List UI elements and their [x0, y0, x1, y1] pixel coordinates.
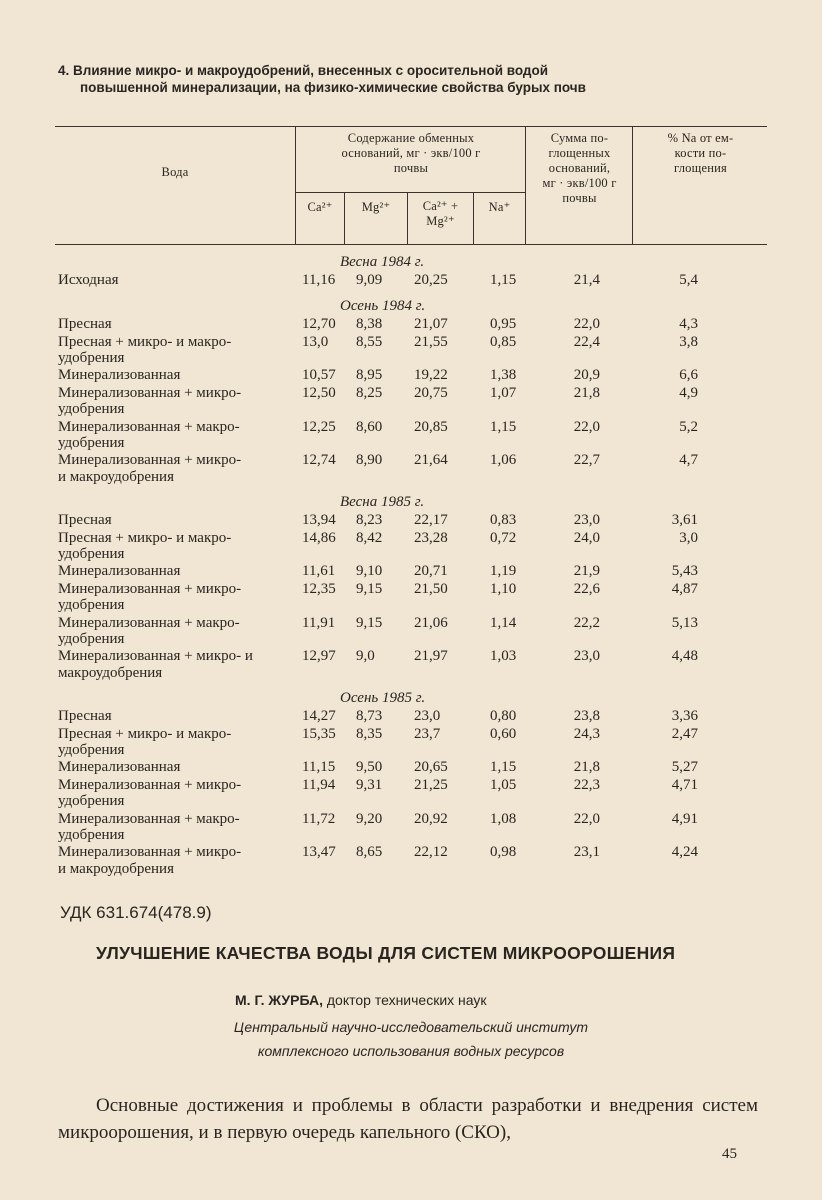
mg-cell: 8,60 — [356, 418, 383, 435]
camg-cell: 22,12 — [414, 844, 448, 861]
camg-cell: 20,75 — [414, 384, 448, 401]
camg-cell: 20,85 — [414, 418, 448, 435]
page-number: 45 — [722, 1146, 737, 1162]
na-cell: 1,07 — [490, 384, 517, 401]
sum-cell: 21,9 — [573, 563, 600, 580]
table-row — [0, 418, 822, 451]
water-type-cell: и макроудобрения — [58, 860, 174, 877]
sum-cell: 23,0 — [573, 648, 600, 665]
water-type-cell: Минерализованная + микро- и — [58, 648, 253, 665]
header-exchange-bases: Содержание обменных оснований, мг · экв/100 г почвы — [341, 131, 481, 175]
water-type-cell: удобрения — [58, 793, 125, 810]
camg-cell: 21,55 — [414, 333, 448, 350]
table-row — [0, 563, 822, 579]
pct-cell: 5,43 — [671, 563, 698, 580]
water-type-cell: Минерализованная — [58, 367, 181, 384]
pct-cell: 4,87 — [671, 580, 698, 597]
water-type-cell: Минерализованная + микро- — [58, 776, 242, 793]
sum-cell: 23,8 — [573, 708, 600, 724]
ca-cell: 11,91 — [302, 614, 336, 631]
na-cell: 1,06 — [490, 452, 517, 469]
table-row — [0, 614, 822, 647]
sum-cell: 22,6 — [573, 580, 600, 597]
na-cell: 0,98 — [490, 844, 517, 861]
pct-cell: 5,27 — [671, 759, 698, 776]
header-water: Вода — [161, 165, 189, 179]
ca-cell: 13,47 — [302, 844, 336, 861]
sum-cell: 22,0 — [573, 418, 600, 435]
ca-cell: 13,94 — [302, 512, 336, 528]
ca-cell: 12,50 — [302, 384, 336, 401]
table-row — [0, 529, 822, 562]
mg-cell: 9,15 — [356, 580, 383, 597]
water-type-cell: Пресная + микро- и макро- — [58, 725, 232, 742]
author-name: М. Г. ЖУРБА, — [235, 992, 323, 1008]
table-row — [0, 844, 822, 877]
author-line — [235, 992, 487, 1008]
exchange-subheader-rule — [295, 192, 525, 193]
sum-cell: 20,9 — [573, 367, 600, 384]
table-row — [0, 725, 822, 758]
camg-cell: 23,7 — [414, 725, 441, 742]
table-caption — [58, 62, 758, 96]
institute-line-1: Центральный научно-исследовательский институт — [233, 1019, 589, 1035]
col-divider-na — [525, 126, 526, 244]
col-divider-water — [295, 126, 296, 244]
water-type-cell: Минерализованная + микро- — [58, 452, 242, 469]
mg-cell: 9,15 — [356, 614, 383, 631]
na-cell: 0,60 — [490, 725, 517, 742]
table-header-bottom-rule — [55, 244, 767, 245]
ca-cell: 12,70 — [302, 316, 336, 332]
mg-cell: 8,42 — [356, 529, 383, 546]
na-cell: 1,05 — [490, 776, 517, 793]
camg-cell: 20,25 — [414, 272, 448, 288]
camg-cell: 21,97 — [414, 648, 448, 665]
water-type-cell: макроудобрения — [58, 664, 163, 681]
water-type-cell: удобрения — [58, 826, 125, 843]
pct-cell: 3,8 — [679, 333, 698, 350]
water-type-cell: Пресная — [58, 512, 112, 528]
camg-cell: 21,25 — [414, 776, 448, 793]
sum-cell: 24,0 — [573, 529, 600, 546]
water-type-cell: удобрения — [58, 545, 125, 562]
mg-cell: 9,10 — [356, 563, 383, 580]
water-type-cell: Минерализованная + микро- — [58, 844, 242, 861]
ca-cell: 10,57 — [302, 367, 336, 384]
table-top-rule — [55, 126, 767, 127]
mg-cell: 8,73 — [356, 708, 383, 724]
header-na-percent: % Na от ем- кости по- глощения — [667, 131, 734, 175]
mg-cell: 9,31 — [356, 776, 383, 793]
water-type-cell: удобрения — [58, 434, 125, 451]
sum-cell: 23,1 — [573, 844, 600, 861]
na-cell: 1,15 — [490, 418, 517, 435]
na-cell: 0,80 — [490, 708, 517, 724]
ca-cell: 11,72 — [302, 810, 336, 827]
na-cell: 0,85 — [490, 333, 517, 350]
mg-cell: 9,09 — [356, 272, 383, 288]
mg-cell: 8,55 — [356, 333, 383, 350]
pct-cell: 4,48 — [671, 648, 698, 665]
ca-cell: 12,97 — [302, 648, 336, 665]
header-mg: Mg²⁺ — [361, 200, 391, 214]
table-row — [0, 580, 822, 614]
na-cell: 1,03 — [490, 648, 517, 665]
water-type-cell: Пресная — [58, 316, 112, 332]
article-paragraph: Основные достижения и проблемы в области разработки и внедрения систем микроорошения, и в первую очередь капельного (СКО), — [58, 1095, 758, 1143]
camg-cell: 19,22 — [414, 367, 448, 384]
na-cell: 1,10 — [490, 580, 517, 597]
camg-cell: 23,0 — [414, 708, 441, 724]
ca-cell: 11,94 — [302, 776, 336, 793]
water-type-cell: и макроудобрения — [58, 468, 174, 485]
table-row — [0, 316, 822, 332]
ca-cell: 11,61 — [302, 563, 336, 580]
pct-cell: 4,71 — [671, 776, 698, 793]
water-type-cell: Минерализованная + микро- — [58, 580, 242, 597]
na-cell: 0,72 — [490, 529, 517, 546]
sum-cell: 22,0 — [573, 316, 600, 332]
water-type-cell: Пресная + микро- и макро- — [58, 529, 232, 546]
camg-cell: 20,71 — [414, 563, 448, 580]
col-divider-sum — [632, 126, 633, 244]
ca-cell: 13,0 — [302, 333, 329, 350]
pct-cell: 6,6 — [679, 367, 698, 384]
na-cell: 1,08 — [490, 810, 517, 827]
na-cell: 1,14 — [490, 614, 517, 631]
table-row — [0, 384, 822, 418]
pct-cell: 4,91 — [671, 810, 698, 827]
water-type-cell: Минерализованная + макро- — [58, 614, 240, 631]
sum-cell: 21,4 — [573, 272, 600, 288]
sum-cell: 21,8 — [573, 759, 600, 776]
table-row — [0, 512, 822, 528]
camg-cell: 21,06 — [414, 614, 448, 631]
sum-cell: 23,0 — [573, 512, 600, 528]
water-type-cell: Минерализованная — [58, 563, 181, 580]
pct-cell: 3,61 — [671, 512, 698, 528]
na-cell: 0,83 — [490, 512, 517, 528]
camg-cell: 22,17 — [414, 512, 448, 528]
header-na: Na⁺ — [488, 200, 511, 214]
institute-line-2: комплексного использования водных ресурсов — [257, 1043, 565, 1059]
sum-cell: 22,3 — [573, 776, 600, 793]
pct-cell: 4,3 — [679, 316, 698, 332]
pct-cell: 5,13 — [671, 614, 698, 631]
na-cell: 1,38 — [490, 367, 517, 384]
udk-code: УДК 631.674(478.9) — [60, 903, 212, 922]
water-type-cell: Минерализованная + микро- — [58, 384, 242, 401]
ca-cell: 11,15 — [302, 759, 336, 776]
ca-cell: 12,74 — [302, 452, 336, 469]
table-row — [0, 810, 822, 843]
header-ca: Ca²⁺ — [307, 200, 333, 214]
mg-cell: 8,35 — [356, 725, 383, 742]
mg-cell: 9,20 — [356, 810, 383, 827]
water-type-cell: удобрения — [58, 597, 125, 614]
mg-cell: 8,38 — [356, 316, 383, 332]
water-type-cell: удобрения — [58, 741, 125, 758]
water-type-cell: удобрения — [58, 630, 125, 647]
camg-cell: 21,50 — [414, 580, 448, 597]
table-row — [0, 367, 822, 383]
mg-cell: 8,95 — [356, 367, 383, 384]
sum-cell: 22,0 — [573, 810, 600, 827]
water-type-cell: удобрения — [58, 401, 125, 418]
book-page: 4. Влияние микро- и макроудобрений, внесенных с оросительной водой повышенной минерализации, на физико-химические свойства бурых почв Вода Содержание обменных оснований, мг · экв/100 г почвы Ca²⁺ Mg²⁺ Ca²⁺ + Mg²⁺ Na⁺ Сумма по- глощенных оснований, мг · экв/100 г почвы % Na от ем- кости по- глощения Весна 1984 г. Исходная 11,16 9,09 20,25 1,15 21,4 5,4 Осень 1984 г. Пресная 12,70 8,38 21,07 0,95 22,0 4,3 Пресная + микро- и макро- удобрения 13,0 8,55 21,55 0,85 22,4 3,8 Минерализованная 10,57 8,95 19,22 1,38 20,9 6,6 Минерализованная + микро- удобрения 12,50 8,25 20,75 1,07 21,8 4,9 Минерализованная + макро- удобрения 12,25 8,60 20,85 1,15 22,0 5,2 Минерализованная + микро- и макроудобрения 12,74 8,90 21,64 1,06 22,7 4,7 Весна 1985 г. Пресная 13,94 8,23 22,17 0,83 23,0 3,61 Пресная + микро- и макро- удобрения 14,86 8,42 23,28 0,72 24,0 3,0 Минерализованная 11,61 9,10 20,71 1,19 21,9 5,43 Минерализованная + микро- удобрения 12,35 9,15 21,50 1,10 22,6 4,87 Минерализованная + макро- удобрения 11,91 9,15 21,06 1,14 22,2 5,13 Минерализованная + микро- и макроудобрения 12,97 9,0 21,97 1,03 23,0 4,48 Осень 1985 г. Пресная 14,27 8,73 23,0 0,80 23,8 3,36 Пресная + микро- и макро- удобрения 15,35 8,35 23,7 0,60 24,3 2,47 Минерализованная 11,15 9,50 20,65 1,15 21,8 5,27 Минерализованная + микро- удобрения 11,94 9,31 21,25 1,05 22,3 4,71 Минерализованная + макро- удобрения 11,72 9,20 20,92 1,08 22,0 4,91 Минерализованная + микро- и макроудобрения 13,47 8,65 22,12 0,98 23,1 4,24 УДК 631.674(478.9) УЛУЧШЕНИЕ КАЧЕСТВА ВОДЫ ДЛЯ СИСТЕМ МИКРООРОШЕНИЯ М. Г. ЖУРБА, доктор технических наук Центральный научно-исследовательский институт комплексного использования водных ресурсов Основные достижения и проблемы в области разработки и внедрения систем микроорошения, и в первую очередь капельного (СКО), 45 — [0, 0, 822, 1200]
mg-cell: 8,23 — [356, 512, 383, 528]
water-type-cell: Пресная — [58, 708, 112, 724]
caption-line-1: 4. Влияние микро- и макроудобрений, внесенных с оросительной водой — [58, 63, 549, 78]
sum-cell: 22,2 — [573, 614, 600, 631]
ca-cell: 14,27 — [302, 708, 336, 724]
water-type-cell: Пресная + микро- и макро- — [58, 333, 232, 350]
mg-cell: 8,65 — [356, 844, 383, 861]
mg-cell: 8,25 — [356, 384, 383, 401]
camg-cell: 20,92 — [414, 810, 448, 827]
water-type-cell: удобрения — [58, 349, 125, 366]
water-type-cell: Минерализованная + макро- — [58, 810, 240, 827]
sum-cell: 24,3 — [573, 725, 600, 742]
author-degree: доктор технических наук — [326, 992, 487, 1008]
table-row — [0, 333, 822, 366]
water-type-cell: Минерализованная + макро- — [58, 418, 240, 435]
header-ca-mg: Ca²⁺ + Mg²⁺ — [422, 199, 459, 228]
table-row — [0, 759, 822, 775]
na-cell: 1,19 — [490, 563, 517, 580]
mg-cell: 9,0 — [356, 648, 375, 665]
camg-cell: 23,28 — [414, 529, 448, 546]
pct-cell: 2,47 — [671, 725, 698, 742]
pct-cell: 4,7 — [679, 452, 698, 469]
article-title: УЛУЧШЕНИЕ КАЧЕСТВА ВОДЫ ДЛЯ СИСТЕМ МИКРООРОШЕНИЯ — [96, 943, 676, 963]
table-row — [0, 272, 822, 288]
camg-cell: 21,07 — [414, 316, 448, 332]
pct-cell: 5,4 — [679, 272, 698, 288]
pct-cell: 4,9 — [679, 384, 698, 401]
ca-cell: 14,86 — [302, 529, 336, 546]
ca-cell: 15,35 — [302, 725, 336, 742]
table-row — [0, 776, 822, 810]
water-type-cell: Минерализованная — [58, 759, 181, 776]
pct-cell: 3,36 — [671, 708, 698, 724]
sum-cell: 21,8 — [573, 384, 600, 401]
water-type-cell: Исходная — [58, 272, 119, 288]
pct-cell: 5,2 — [679, 418, 698, 435]
ca-cell: 11,16 — [302, 272, 336, 288]
mg-cell: 8,90 — [356, 452, 383, 469]
ca-cell: 12,25 — [302, 418, 336, 435]
table-row — [0, 452, 822, 485]
header-sum-absorbed: Сумма по- глощенных оснований, мг · экв/100 г почвы — [542, 131, 617, 205]
pct-cell: 3,0 — [679, 529, 698, 546]
na-cell: 0,95 — [490, 316, 517, 332]
pct-cell: 4,24 — [671, 844, 698, 861]
sum-cell: 22,7 — [573, 452, 600, 469]
sum-cell: 22,4 — [573, 333, 600, 350]
caption-line-2: повышенной минерализации, на физико-химические свойства бурых почв — [80, 80, 586, 95]
table-row — [0, 708, 822, 724]
camg-cell: 20,65 — [414, 759, 448, 776]
ca-cell: 12,35 — [302, 580, 336, 597]
table-row — [0, 648, 822, 681]
camg-cell: 21,64 — [414, 452, 448, 469]
mg-cell: 9,50 — [356, 759, 383, 776]
na-cell: 1,15 — [490, 272, 517, 288]
na-cell: 1,15 — [490, 759, 517, 776]
